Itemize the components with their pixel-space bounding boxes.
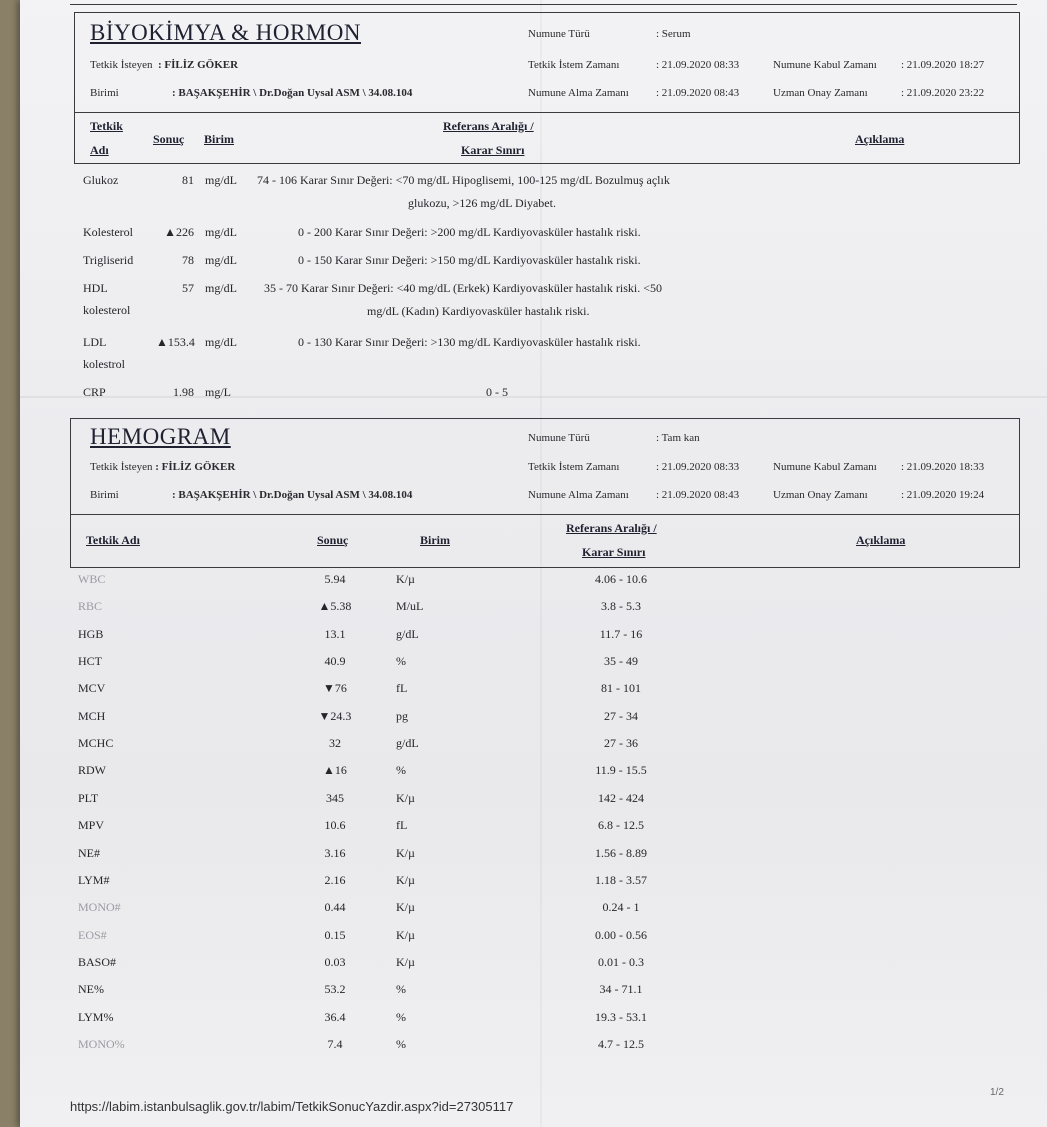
hemo-ref: 81 - 101: [601, 681, 641, 695]
hemo-test-name: PLT: [78, 791, 99, 805]
bio-header-ref: Referans Aralığı /: [443, 119, 534, 133]
hemo-unit: K/µ: [396, 572, 415, 586]
hemo-ref: 34 - 71.1: [599, 982, 643, 996]
bio-requester: Tetkik İsteyen : FİLİZ GÖKER: [90, 59, 239, 71]
hemo-header-sonuc: Sonuç: [317, 533, 349, 547]
bio-unit: Birimi : BAŞAKŞEHİR \ Dr.Doğan Uysal ASM \ 34.08.104: [90, 87, 413, 99]
bio-test-name-2: kolesterol: [83, 303, 131, 317]
hemo-ref: 3.8 - 5.3: [601, 599, 641, 613]
bio-test-name: Glukoz: [83, 173, 119, 187]
bio-ref: 0 - 200 Karar Sınır Değeri: >200 mg/dL Kardiyovasküler hastalık riski.: [298, 225, 641, 239]
bio-ref-2: glukozu, >126 mg/dL Diyabet.: [408, 196, 556, 210]
bio-ref: 0 - 130 Karar Sınır Değeri: >130 mg/dL Kardiyovasküler hastalık riski.: [298, 335, 641, 349]
bio-unit: mg/dL: [205, 281, 237, 295]
hemo-unit: Birimi : BAŞAKŞEHİR \ Dr.Doğan Uysal ASM \ 34.08.104: [90, 489, 413, 501]
hemo-unit: g/dL: [396, 736, 419, 750]
hemo-result: 32: [329, 736, 341, 750]
hemo-result: 0.03: [324, 955, 346, 969]
hemo-sample-time: Numune Alma Zamanı : 21.09.2020 08:43: [528, 489, 740, 501]
hemo-test-name: HGB: [78, 627, 104, 641]
hemo-ref: 11.7 - 16: [599, 627, 643, 641]
hemo-ref: 0.00 - 0.56: [595, 928, 647, 942]
hemo-ref: 4.7 - 12.5: [598, 1037, 644, 1051]
bio-accept-time: Numune Kabul Zamanı : 21.09.2020 18:27: [773, 59, 985, 71]
hemo-unit: K/µ: [396, 873, 415, 887]
bio-unit: mg/dL: [205, 253, 237, 267]
hemo-unit: %: [396, 1037, 406, 1051]
hemo-header-ref-2: Karar Sınırı: [582, 545, 646, 559]
hemo-test-name: HCT: [78, 654, 102, 668]
hemo-sample-type: Numune Türü : Tam kan: [528, 432, 700, 444]
hemo-unit: %: [396, 1010, 406, 1024]
bio-unit: mg/dL: [205, 335, 237, 349]
bio-test-name: CRP: [83, 385, 106, 399]
hemo-test-name: EOS#: [78, 928, 107, 942]
bio-result: ▲226: [164, 225, 194, 239]
hemo-ref: 6.8 - 12.5: [598, 818, 644, 832]
hemo-result: 36.4: [324, 1010, 346, 1024]
hemo-test-name: LYM%: [78, 1010, 114, 1024]
hemo-ref: 27 - 34: [604, 709, 638, 723]
hemo-test-name: MONO#: [78, 900, 121, 914]
bio-section-title: BİYOKİMYA & HORMON: [90, 20, 361, 45]
hemo-result: ▲5.38: [318, 599, 352, 613]
bio-header-tetkik-2: Adı: [90, 143, 109, 157]
hemo-header-ref: Referans Aralığı /: [566, 521, 657, 535]
hemo-ref: 35 - 49: [604, 654, 638, 668]
hemo-test-name: RBC: [78, 599, 103, 613]
hemo-ref: 27 - 36: [604, 736, 638, 750]
hemo-result: ▼76: [323, 681, 347, 695]
hemo-unit: K/µ: [396, 955, 415, 969]
bio-header-ref-2: Karar Sınırı: [461, 143, 525, 157]
hemo-test-name: WBC: [78, 572, 106, 586]
bio-header-birim: Birim: [204, 132, 234, 146]
hemo-ref: 0.24 - 1: [602, 900, 640, 914]
bio-result: 57: [182, 281, 194, 295]
hemo-unit: K/µ: [396, 846, 415, 860]
bio-header-aciklama: Açıklama: [855, 132, 905, 146]
hemo-test-name: MONO%: [78, 1037, 125, 1051]
bio-result: ▲153.4: [156, 335, 195, 349]
hemo-result: 5.94: [324, 572, 346, 586]
hemo-result: 53.2: [324, 982, 346, 996]
hemo-test-name: LYM#: [78, 873, 110, 887]
hemo-result: 2.16: [324, 873, 346, 887]
bio-ref-2: mg/dL (Kadın) Kardiyovasküler hastalık riski.: [367, 304, 590, 318]
hemo-unit: %: [396, 763, 406, 777]
hemo-header-birim: Birim: [420, 533, 450, 547]
bio-test-name: Kolesterol: [83, 225, 133, 239]
bio-unit: mg/L: [205, 385, 231, 399]
hemo-test-name: BASO#: [78, 955, 117, 969]
bio-ref: 35 - 70 Karar Sınır Değeri: <40 mg/dL (Erkek) Kardiyovasküler hastalık riski. <50: [264, 281, 662, 295]
hemo-result: 13.1: [324, 627, 346, 641]
hemo-result: 3.16: [324, 846, 346, 860]
bio-result: 1.98: [173, 385, 194, 399]
bio-result: 78: [182, 253, 194, 267]
hemo-ref: 1.18 - 3.57: [595, 873, 647, 887]
hemo-unit: K/µ: [396, 791, 415, 805]
hemo-unit: g/dL: [396, 627, 419, 641]
bio-result: 81: [182, 173, 194, 187]
hemo-unit: fL: [396, 818, 408, 832]
hemo-header-tetkik: Tetkik Adı: [86, 533, 140, 547]
hemo-ref: 142 - 424: [598, 791, 644, 805]
hemo-result: ▲16: [323, 763, 347, 777]
hemo-ref: 1.56 - 8.89: [595, 846, 647, 860]
hemo-result: ▼24.3: [318, 709, 352, 723]
hemo-ref: 0.01 - 0.3: [598, 955, 644, 969]
hemo-unit: K/µ: [396, 900, 415, 914]
hemo-result: 40.9: [324, 654, 346, 668]
hemo-test-name: RDW: [78, 763, 106, 777]
hemo-unit: pg: [396, 709, 408, 723]
hemo-unit: K/µ: [396, 928, 415, 942]
hemo-unit: fL: [396, 681, 408, 695]
bio-unit: mg/dL: [205, 173, 237, 187]
bio-ref: 0 - 150 Karar Sınır Değeri: >150 mg/dL Kardiyovasküler hastalık riski.: [298, 253, 641, 267]
hemo-approve-time: Uzman Onay Zamanı : 21.09.2020 19:24: [773, 489, 985, 501]
bio-unit: mg/dL: [205, 225, 237, 239]
hemo-test-name: MPV: [78, 818, 105, 832]
hemo-test-name: MCHC: [78, 736, 114, 750]
hemo-unit: %: [396, 982, 406, 996]
bio-test-name-2: kolestrol: [83, 357, 125, 371]
hemo-section-title: HEMOGRAM: [90, 424, 231, 449]
hemo-unit: M/uL: [396, 599, 424, 613]
bio-test-name: HDL: [83, 281, 108, 295]
hemo-ref: 4.06 - 10.6: [595, 572, 647, 586]
bio-header-sonuc: Sonuç: [153, 132, 185, 146]
hemo-ref: 11.9 - 15.5: [595, 763, 647, 777]
page-number: 1/2: [990, 1087, 1004, 1098]
hemo-unit: %: [396, 654, 406, 668]
bio-test-name: LDL: [83, 335, 107, 349]
bio-request-time: Tetkik İstem Zamanı : 21.09.2020 08:33: [528, 59, 740, 71]
bio-approve-time: Uzman Onay Zamanı : 21.09.2020 23:22: [773, 87, 985, 99]
hemo-result: 0.44: [324, 900, 346, 914]
hemo-result: 7.4: [327, 1037, 343, 1051]
bio-header-tetkik: Tetkik: [90, 119, 123, 133]
bio-sample-type: Numune Türü : Serum: [528, 28, 691, 40]
hemo-accept-time: Numune Kabul Zamanı : 21.09.2020 18:33: [773, 461, 985, 473]
hemo-header-aciklama: Açıklama: [856, 533, 906, 547]
hemo-request-time: Tetkik İstem Zamanı : 21.09.2020 08:33: [528, 461, 740, 473]
hemo-result: 10.6: [324, 818, 346, 832]
hemo-result: 345: [326, 791, 344, 805]
hemo-test-name: NE%: [78, 982, 104, 996]
hemo-test-name: MCH: [78, 709, 106, 723]
bio-sample-time: Numune Alma Zamanı : 21.09.2020 08:43: [528, 87, 740, 99]
hemo-test-name: MCV: [78, 681, 106, 695]
bio-test-name: Trigliserid: [83, 253, 134, 267]
top-rule: [70, 4, 1017, 5]
hemo-requester: Tetkik İsteyen : FİLİZ GÖKER: [90, 461, 236, 473]
hemo-result: 0.15: [324, 928, 346, 942]
hemo-test-name: NE#: [78, 846, 100, 860]
bio-ref: 74 - 106 Karar Sınır Değeri: <70 mg/dL Hipoglisemi, 100-125 mg/dL Bozulmuş açlık: [257, 173, 670, 187]
bio-ref: 0 - 5: [486, 385, 508, 399]
footer-url[interactable]: https://labim.istanbulsaglik.gov.tr/labim/TetkikSonucYazdir.aspx?id=27305117: [70, 1099, 514, 1114]
hemo-ref: 19.3 - 53.1: [595, 1010, 647, 1024]
